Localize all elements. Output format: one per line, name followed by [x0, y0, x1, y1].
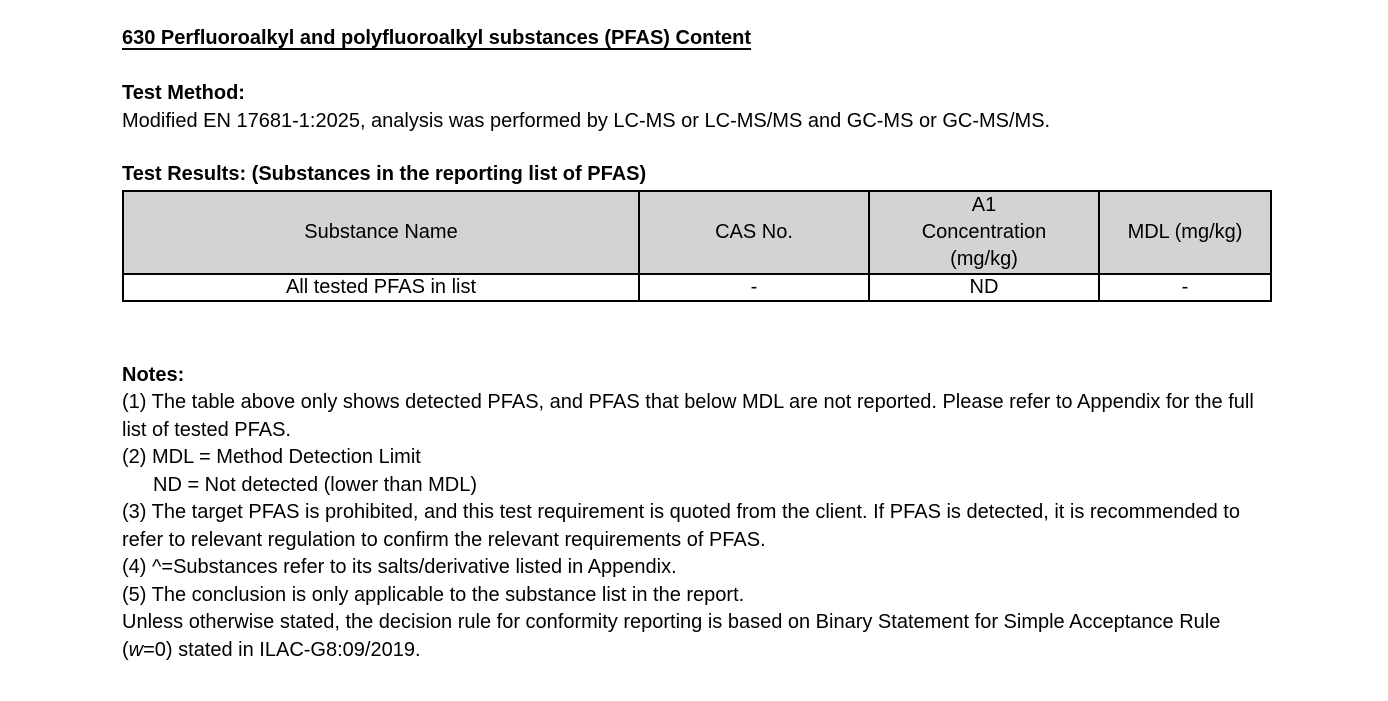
test-results-label: Test Results: (Substances in the reporting list of PFAS) [122, 163, 647, 185]
section-title: 630 Perfluoroalkyl and polyfluoroalkyl substances (PFAS) Content [122, 27, 752, 49]
test-method-description: Modified EN 17681-1:2025, analysis was performed by LC-MS or LC-MS/MS and GC-MS or GC-MS/MS. [122, 109, 1051, 132]
col-header-a1-concentration [869, 191, 1099, 274]
note-item-5: (5) The conclusion is only applicable to the substance list in the report. [122, 583, 745, 606]
table-row [123, 274, 1271, 301]
col-header-a1-line-2: Concentration [921, 220, 1047, 243]
results-table [122, 190, 1272, 302]
note-item-2: (2) MDL = Method Detection Limit [122, 446, 421, 468]
col-header-substance-name-label: Substance Name [304, 220, 458, 243]
notes-section [122, 362, 1270, 665]
document-page [122, 25, 1270, 664]
note-item-3: (3) The target PFAS is prohibited, and this test requirement is quoted from the client. If PFAS is detected, it is recommended to refer to relevant regulation to confirm the relevant requirements of PFAS. [122, 501, 1240, 551]
table-header-row [123, 191, 1271, 274]
cell-substance-name: All tested PFAS in list [123, 274, 639, 301]
decision-rule-pre: Unless otherwise stated, the decision rule for conformity reporting is based on Binary Statement for Simple Acceptance Rule ( [122, 611, 1221, 661]
decision-rule-w-symbol: w [128, 638, 144, 661]
cell-a1-concentration: ND [869, 274, 1099, 301]
col-header-a1-line-3: (mg/kg) [950, 247, 1018, 270]
col-header-mdl [1099, 191, 1271, 274]
col-header-substance-name [123, 191, 639, 274]
col-header-cas-no-label: CAS No. [715, 220, 793, 243]
note-item-4: (4) ^=Substances refer to its salts/derivative listed in Appendix. [122, 556, 677, 578]
decision-rule-text [122, 609, 1270, 664]
col-header-mdl-label: MDL (mg/kg) [1127, 220, 1243, 243]
note-item-1: (1) The table above only shows detected PFAS, and PFAS that below MDL are not reported. Please refer to Appendix for the full list of tested PFAS. [122, 391, 1254, 441]
test-method-label: Test Method: [122, 82, 245, 104]
cell-mdl: - [1099, 274, 1271, 301]
col-header-cas-no [639, 191, 869, 274]
cell-cas-no: - [639, 274, 869, 301]
notes-label: Notes: [122, 363, 185, 386]
decision-rule-post: =0) stated in ILAC-G8:09/2019. [143, 638, 421, 661]
col-header-a1-line-1: A1 [971, 193, 997, 216]
note-item-2-nd-definition: ND = Not detected (lower than MDL) [153, 473, 478, 496]
